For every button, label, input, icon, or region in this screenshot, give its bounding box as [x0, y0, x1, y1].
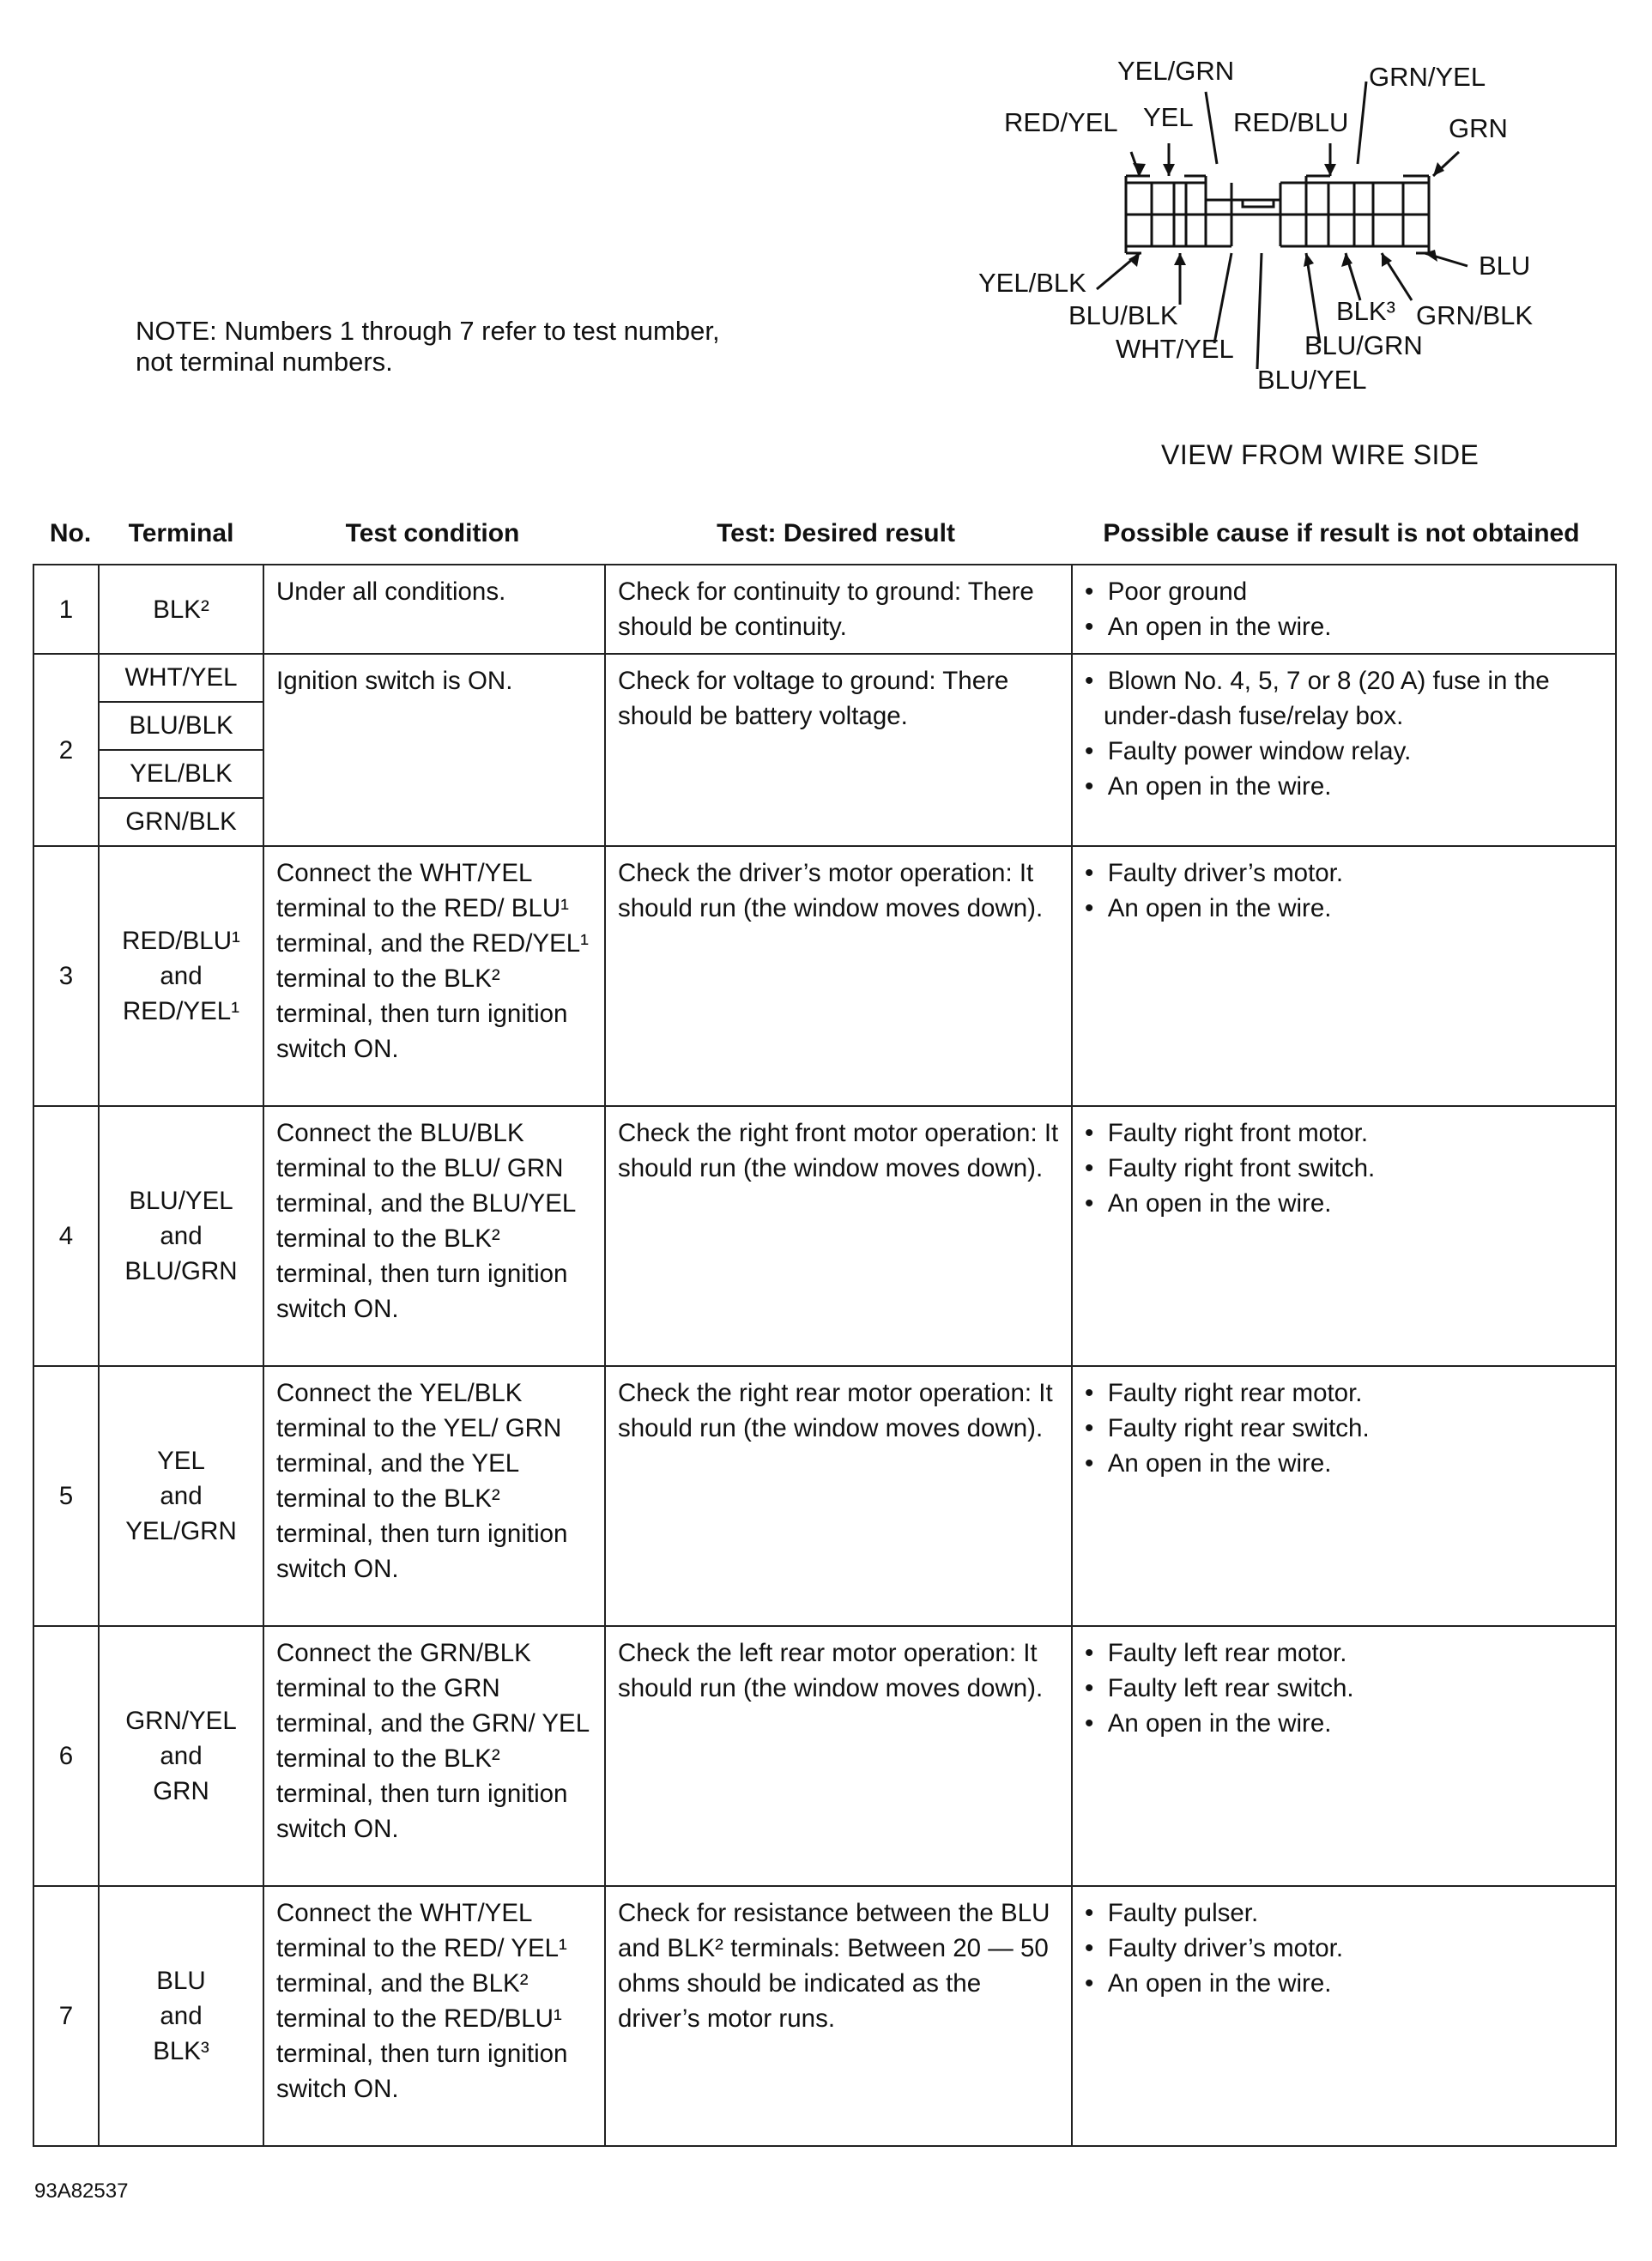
figure-code: 93A82537	[34, 2179, 129, 2203]
cause-item: • An open in the wire.	[1085, 1966, 1603, 2001]
table-row	[33, 1106, 1616, 1366]
header-cause: Possible cause if result is not obtained	[1103, 519, 1580, 547]
view-caption: VIEW FROM WIRE SIDE	[1161, 439, 1480, 470]
cause-item: • Faulty pulser.	[1085, 1895, 1603, 1931]
label-yel-grn: YEL/GRN	[1117, 56, 1235, 86]
row-condition: Connect the WHT/YEL terminal to the RED/ BLU¹ terminal, and the RED/YEL¹ terminal to the BLK² terminal, then turn ignition switch ON.	[263, 846, 605, 1106]
row-result: Check the right rear motor operation: It should run (the window moves down).	[605, 1366, 1072, 1626]
label-yel-blk: YEL/BLK	[978, 268, 1086, 298]
row-result: Check for continuity to ground: There should be continuity.	[605, 565, 1072, 654]
cause-item: • Poor ground	[1085, 574, 1603, 609]
cause-item: • Faulty power window relay.	[1085, 734, 1603, 769]
cause-item: • Blown No. 4, 5, 7 or 8 (20 A) fuse in the under-dash fuse/relay box.	[1085, 663, 1603, 734]
row-terminal	[99, 1626, 263, 1886]
row-terminal: BLU/BLK	[99, 702, 263, 750]
row-causes	[1072, 846, 1616, 1106]
terminal-line: and	[160, 2002, 203, 2030]
terminal-line: BLU/YEL	[129, 1187, 233, 1215]
cause-item: • Faulty right rear switch.	[1085, 1411, 1603, 1446]
label-red-blu: RED/BLU	[1233, 107, 1349, 137]
row-causes	[1072, 654, 1616, 846]
cause-item: • An open in the wire.	[1085, 1446, 1603, 1481]
row-terminal: WHT/YEL	[99, 654, 263, 702]
header-terminal: Terminal	[128, 519, 234, 547]
cause-item: • Faulty right front motor.	[1085, 1115, 1603, 1151]
label-blu-blk: BLU/BLK	[1068, 300, 1178, 330]
label-blk3: BLK³	[1336, 296, 1395, 326]
label-blu: BLU	[1479, 251, 1531, 281]
label-wht-yel: WHT/YEL	[1116, 334, 1234, 364]
cause-item: • An open in the wire.	[1085, 891, 1603, 926]
label-yel: YEL	[1143, 102, 1194, 132]
row-result: Check for voltage to ground: There should be battery voltage.	[605, 654, 1072, 846]
row-result: Check the left rear motor operation: It should run (the window moves down).	[605, 1626, 1072, 1886]
row-terminal: YEL/BLK	[99, 750, 263, 798]
cause-item: • An open in the wire.	[1085, 1706, 1603, 1741]
header-no: No.	[49, 519, 92, 547]
cause-item: • Faulty left rear switch.	[1085, 1671, 1603, 1706]
terminal-line: BLU	[156, 1967, 206, 1995]
terminal-line: YEL	[157, 1447, 205, 1475]
row-terminal	[99, 1106, 263, 1366]
table-row	[33, 654, 1616, 702]
terminal-line: and	[160, 1482, 203, 1510]
cause-item: • An open in the wire.	[1085, 609, 1603, 644]
table-row	[33, 565, 1616, 654]
row-causes	[1072, 565, 1616, 654]
label-grn-blk: GRN/BLK	[1416, 300, 1534, 330]
label-blu-yel: BLU/YEL	[1257, 365, 1367, 395]
row-causes	[1072, 1366, 1616, 1626]
note	[136, 316, 720, 378]
row-result: Check the right front motor operation: It should run (the window moves down).	[605, 1106, 1072, 1366]
header-result: Test: Desired result	[717, 519, 955, 547]
cause-item: • Faulty right front switch.	[1085, 1151, 1603, 1186]
terminal-line: and	[160, 1222, 203, 1250]
row-result: Check the driver’s motor operation: It should run (the window moves down).	[605, 846, 1072, 1106]
cause-item: • An open in the wire.	[1085, 769, 1603, 804]
row-terminal: BLK²	[99, 565, 263, 654]
connector-diagram	[970, 47, 1570, 425]
table-row	[33, 1886, 1616, 2146]
terminal-line: BLK³	[153, 2037, 209, 2065]
row-result: Check for resistance between the BLU and BLK² terminals: Between 20 — 50 ohms should be indicated as the driver’s motor runs.	[605, 1886, 1072, 2146]
row-number: 2	[33, 654, 99, 846]
row-terminal	[99, 1366, 263, 1626]
row-number: 1	[33, 565, 99, 654]
note-line-2: not terminal numbers.	[136, 347, 393, 377]
row-number: 5	[33, 1366, 99, 1626]
row-condition: Connect the WHT/YEL terminal to the RED/ YEL¹ terminal, and the BLK² terminal to the RED/BLU¹ terminal, then turn ignition switch ON.	[263, 1886, 605, 2146]
table-row	[33, 1366, 1616, 1626]
cause-item: • An open in the wire.	[1085, 1186, 1603, 1221]
row-number: 4	[33, 1106, 99, 1366]
row-terminal	[99, 846, 263, 1106]
row-causes	[1072, 1106, 1616, 1366]
row-number: 7	[33, 1886, 99, 2146]
row-condition: Connect the BLU/BLK terminal to the BLU/ GRN terminal, and the BLU/YEL terminal to the BLK² terminal, then turn ignition switch ON.	[263, 1106, 605, 1366]
row-number: 3	[33, 846, 99, 1106]
label-grn: GRN	[1449, 113, 1508, 143]
row-causes	[1072, 1626, 1616, 1886]
label-red-yel: RED/YEL	[1004, 107, 1118, 137]
row-condition: Connect the GRN/BLK terminal to the GRN terminal, and the GRN/ YEL terminal to the BLK² terminal, then turn ignition switch ON.	[263, 1626, 605, 1886]
row-number: 6	[33, 1626, 99, 1886]
cause-item: • Faulty driver’s motor.	[1085, 855, 1603, 891]
terminal-line: and	[160, 1742, 203, 1770]
cause-item: • Faulty left rear motor.	[1085, 1635, 1603, 1671]
terminal-line: GRN/YEL	[125, 1707, 237, 1735]
cause-item: • Faulty driver’s motor.	[1085, 1931, 1603, 1966]
terminal-line: RED/YEL¹	[122, 997, 240, 1025]
row-terminal	[99, 1886, 263, 2146]
row-condition: Under all conditions.	[263, 565, 605, 654]
row-causes	[1072, 1886, 1616, 2146]
terminal-line: RED/BLU¹	[122, 927, 240, 955]
row-terminal: GRN/BLK	[99, 798, 263, 846]
label-grn-yel: GRN/YEL	[1369, 62, 1486, 92]
table-row	[33, 846, 1616, 1106]
row-condition: Ignition switch is ON.	[263, 654, 605, 846]
terminal-line: GRN	[153, 1777, 209, 1805]
cause-item: • Faulty right rear motor.	[1085, 1375, 1603, 1411]
note-line-1: NOTE: Numbers 1 through 7 refer to test number,	[136, 316, 720, 346]
header-condition: Test condition	[345, 519, 520, 547]
label-blu-grn: BLU/GRN	[1304, 330, 1423, 360]
table-row	[33, 1626, 1616, 1886]
terminal-line: BLU/GRN	[124, 1257, 238, 1285]
terminal-line: YEL/GRN	[125, 1517, 237, 1545]
test-table	[33, 564, 1617, 2147]
row-condition: Connect the YEL/BLK terminal to the YEL/ GRN terminal, and the YEL terminal to the BLK² terminal, then turn ignition switch ON.	[263, 1366, 605, 1626]
terminal-line: and	[160, 962, 203, 990]
